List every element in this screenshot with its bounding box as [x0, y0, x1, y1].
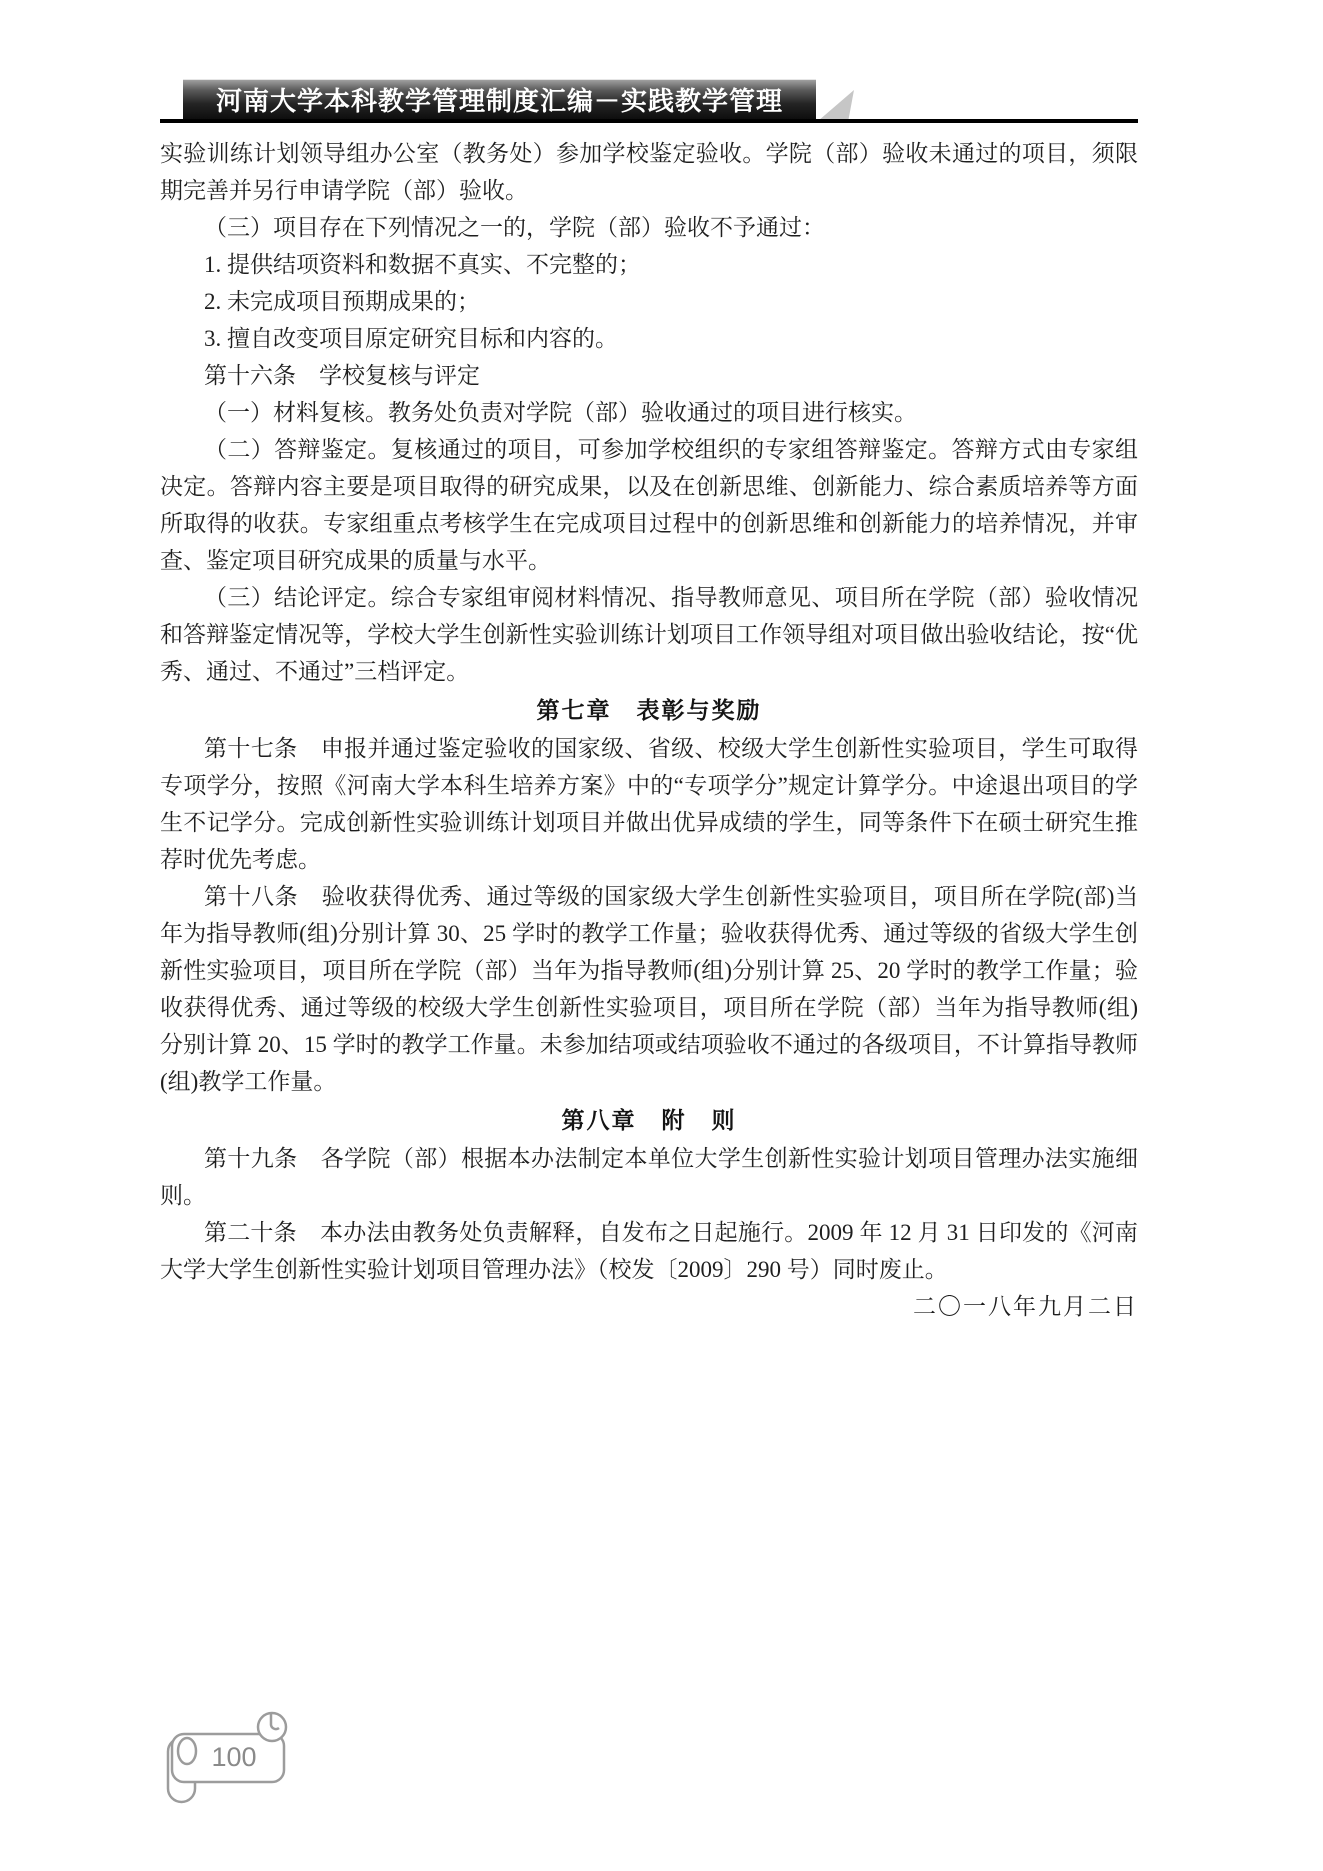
paragraph-acceptance-continuation: 实验训练计划领导组办公室（教务处）参加学校鉴定验收。学院（部）验收未通过的项目，须限期完善并另行申请学院（部）验收。	[160, 141, 1138, 203]
page-footer	[150, 1710, 300, 1815]
article-16-item-1: （一）材料复核。教务处负责对学院（部）验收通过的项目进行核实。	[204, 400, 917, 425]
article-16-item-3: （三）结论评定。综合专家组审阅材料情况、指导教师意见、项目所在学院（部）验收情况和答辩鉴定情况等，学校大学生创新性实验训练计划项目工作领导组对项目做出验收结论，按“优秀、通过、不通过”三档评定。	[160, 585, 1138, 684]
article-16-item-2: （二）答辩鉴定。复核通过的项目，可参加学校组织的专家组答辩鉴定。答辩方式由专家组决定。答辩内容主要是项目取得的研究成果，以及在创新思维、创新能力、综合素质培养等方面所取得的收获。专家组重点考核学生在完成项目过程中的创新思维和创新能力的培养情况，并审查、鉴定项目研究成果的质量与水平。	[160, 437, 1138, 573]
document-body	[160, 135, 1138, 1325]
list-item-1: 1. 提供结项资料和数据不真实、不完整的；	[204, 252, 641, 277]
article-17: 第十七条 申报并通过鉴定验收的国家级、省级、校级大学生创新性实验项目，学生可取得专项学分，按照《河南大学本科生培养方案》中的“专项学分”规定计算学分。中途退出项目的学生不记学分。完成创新性实验训练计划项目并做出优异成绩的学生，同等条件下在硕士研究生推荐时优先考虑。	[160, 736, 1138, 872]
article-16-title: 第十六条 学校复核与评定	[204, 363, 480, 388]
clause-3-intro: （三）项目存在下列情况之一的，学院（部）验收不予通过：	[204, 215, 825, 240]
header-rule	[160, 119, 1138, 123]
header-banner	[183, 79, 816, 119]
article-18: 第十八条 验收获得优秀、通过等级的国家级大学生创新性实验项目，项目所在学院(部)当年为指导教师(组)分别计算 30、25 学时的教学工作量；验收获得优秀、通过等级的省级大学生创新性实验项目，项目所在学院（部）当年为指导教师(组)分别计算 25、20 学时的教学工作量；验收获得优秀、通过等级的校级大学生创新性实验项目，项目所在学院（部）当年为指导教师(组)分别计算 20、15 学时的教学工作量。未参加结项或结项验收不通过的各级项目，不计算指导教师(组)教学工作量。	[160, 884, 1138, 1094]
list-item-2: 2. 未完成项目预期成果的；	[204, 289, 480, 314]
header-flag-icon	[818, 90, 854, 121]
article-20: 第二十条 本办法由教务处负责解释，自发布之日起施行。2009 年 12 月 31 日印发的《河南大学大学生创新性实验计划项目管理办法》（校发〔2009〕290 号）同时废止。	[160, 1220, 1139, 1282]
page-number: 100	[211, 1742, 257, 1772]
date-line: 二〇一八年九月二日	[913, 1294, 1138, 1319]
article-19: 第十九条 各学院（部）根据本办法制定本单位大学生创新性实验计划项目管理办法实施细则。	[160, 1146, 1138, 1208]
header-title: 河南大学本科教学管理制度汇编－实践教学管理	[215, 86, 783, 116]
list-item-3: 3. 擅自改变项目原定研究目标和内容的。	[204, 326, 618, 351]
chapter-8-heading: 第八章 附 则	[561, 1107, 737, 1133]
chapter-7-heading: 第七章 表彰与奖励	[536, 697, 762, 723]
